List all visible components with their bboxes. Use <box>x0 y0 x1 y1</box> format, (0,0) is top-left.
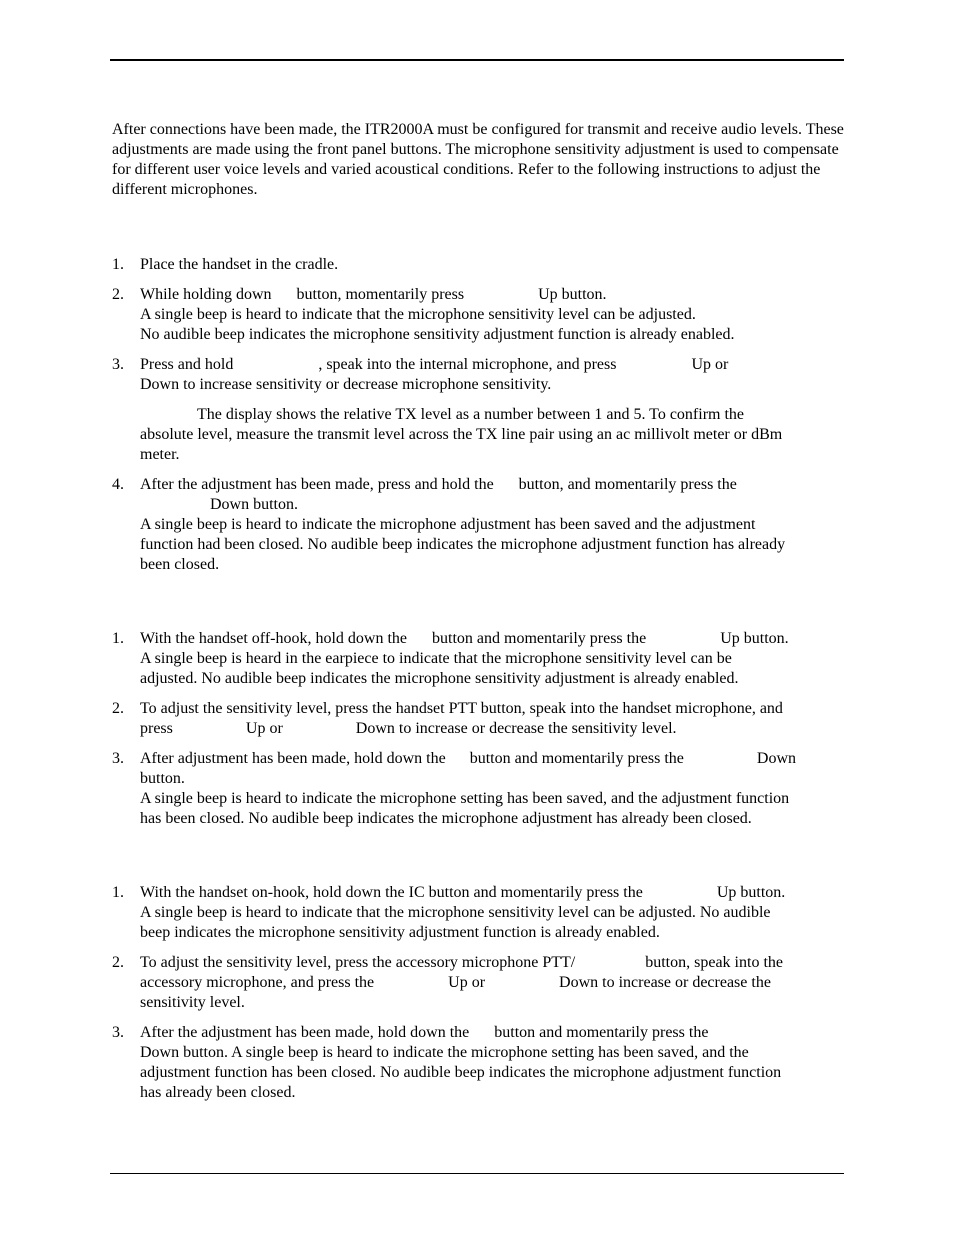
note-text: absolute level, measure the transmit level across the TX line pair using an ac millivolt meter or dBm <box>140 426 783 443</box>
step-number: 2. <box>112 700 124 717</box>
step-text: No audible beep indicates the microphone sensitivity adjustment function is already enabled. <box>140 326 735 343</box>
step-number: 1. <box>112 884 124 901</box>
step-number: 1. <box>112 630 124 647</box>
step-text: Up or <box>448 974 486 991</box>
step-text: sensitivity level. <box>140 994 245 1011</box>
note-text: meter. <box>140 446 180 463</box>
step-text: press <box>140 720 173 737</box>
step-text: After the adjustment has been made, press and hold the <box>140 476 494 493</box>
step-text: button, momentarily press <box>296 286 465 303</box>
step-text: button and momentarily press the <box>469 750 684 767</box>
step-text: accessory microphone, and press the <box>140 974 375 991</box>
step-text: Press and hold <box>140 356 234 373</box>
step-number: 3. <box>112 1024 124 1041</box>
step-text: , speak into the internal microphone, and press <box>318 356 617 373</box>
s2-step-2 <box>112 699 846 739</box>
step-text: A single beep is heard to indicate the microphone setting has been saved, and the adjustment function <box>140 790 790 807</box>
s1-step-1 <box>112 255 846 275</box>
s3-step-3 <box>112 1023 846 1103</box>
s1-step-2 <box>112 285 846 345</box>
step-text: been closed. <box>140 556 220 573</box>
step-text: Up or <box>245 720 283 737</box>
step-number: 1. <box>112 256 124 273</box>
step-text: After adjustment has been made, hold down the <box>140 750 446 767</box>
step-text: Down <box>756 750 796 767</box>
step-text: function had been closed. No audible beep indicates the microphone adjustment function has already <box>140 536 786 553</box>
step-text: Up button. <box>538 286 607 303</box>
s1-step-3 <box>112 355 846 395</box>
step-text: A single beep is heard in the earpiece to indicate that the microphone sensitivity level can be <box>140 650 732 667</box>
step-text: button and momentarily press the <box>432 630 647 647</box>
header-rule <box>110 59 844 61</box>
step-text: button, and momentarily press the <box>518 476 737 493</box>
s1-step-4 <box>112 475 846 575</box>
step-text: A single beep is heard to indicate the microphone adjustment has been saved and the adjustment <box>140 516 756 533</box>
step-text: button and momentarily press the <box>494 1024 709 1041</box>
note-text: The display shows the relative TX level as a number between 1 and 5. To confirm the <box>197 406 745 423</box>
step-text: button. <box>140 770 185 787</box>
step-text: Place the handset in the cradle. <box>140 256 339 273</box>
s3-step-1 <box>112 883 846 943</box>
step-text: adjustment function has been closed. No audible beep indicates the microphone adjustment function <box>140 1064 782 1081</box>
step-text: After the adjustment has been made, hold down the <box>140 1024 470 1041</box>
intro-paragraph: After connections have been made, the ITR2000A must be configured for transmit and receive audio levels. These adjustments are made using the front panel buttons. The microphone sensitivity adjustment is used to compensate for different user voice levels and varied acoustical conditions. Refer to the following instructions to adjust the different microphones. <box>112 121 844 198</box>
s1-note <box>140 405 846 465</box>
step-text: Down to increase or decrease the <box>559 974 771 991</box>
step-text: To adjust the sensitivity level, press the accessory microphone PTT/ <box>140 954 576 971</box>
step-text: To adjust the sensitivity level, press the handset PTT button, speak into the handset microphone, and <box>140 700 783 717</box>
step-text: Down button. <box>210 496 298 513</box>
step-text: Down button. A single beep is heard to indicate the microphone setting has been saved, and the <box>140 1044 749 1061</box>
step-number: 3. <box>112 750 124 767</box>
step-text: A single beep is heard to indicate that the microphone sensitivity level can be adjusted. No audible <box>140 904 771 921</box>
step-text: adjusted. No audible beep indicates the microphone sensitivity adjustment is already enabled. <box>140 670 739 687</box>
step-number: 3. <box>112 356 124 373</box>
step-text: A single beep is heard to indicate that the microphone sensitivity level can be adjusted. <box>140 306 696 323</box>
step-text: Down to increase or decrease the sensitivity level. <box>355 720 677 737</box>
step-text: While holding down <box>140 286 272 303</box>
step-text: Up button. <box>720 630 789 647</box>
footer-rule <box>110 1173 844 1174</box>
step-text: beep indicates the microphone sensitivity adjustment function is already enabled. <box>140 924 660 941</box>
step-number: 2. <box>112 954 124 971</box>
step-text: Up or <box>691 356 729 373</box>
step-text: Up button. <box>716 884 786 901</box>
step-text: has been closed. No audible beep indicates the microphone adjustment has already been closed. <box>140 810 752 827</box>
step-text: button, speak into the <box>645 954 783 971</box>
step-number: 4. <box>112 476 124 493</box>
s2-step-1 <box>112 629 846 689</box>
step-text: With the handset on-hook, hold down the IC button and momentarily press the <box>140 884 643 901</box>
step-number: 2. <box>112 286 124 303</box>
step-text: has already been closed. <box>140 1084 296 1101</box>
step-text: With the handset off-hook, hold down the <box>140 630 408 647</box>
step-text: Down to increase sensitivity or decrease microphone sensitivity. <box>140 376 552 393</box>
s3-step-2 <box>112 953 846 1013</box>
s2-step-3 <box>112 749 846 829</box>
